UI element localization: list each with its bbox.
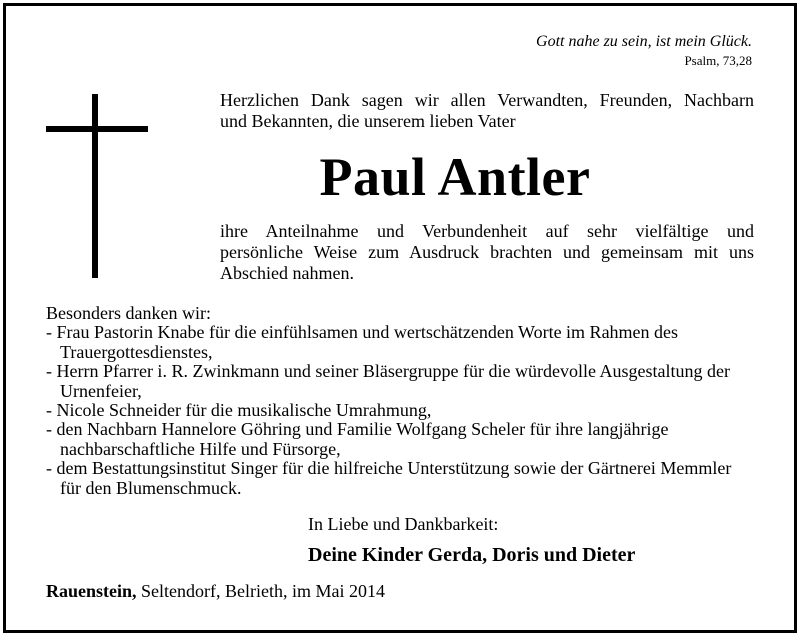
special-thanks-heading: Besonders danken wir: [46, 303, 211, 323]
location-date [46, 581, 385, 602]
list-item: - Herrn Pfarrer i. R. Zwinkmann und seiner Bläsergruppe für die würdevolle Ausgestaltung der Urnenfeier, [46, 361, 730, 401]
bible-quote: Gott nahe zu sein, ist mein Glück. [536, 33, 752, 50]
special-thanks-list [46, 304, 756, 498]
thanks-line-1: ihre Anteilnahme und Verbundenheit auf sehr vielfältige und [220, 221, 754, 241]
list-item: - den Nachbarn Hannelore Göhring und Familie Wolfgang Scheler für ihre langjährige nachbarschaftliche Hilfe und Fürsorge, [46, 419, 669, 459]
intro-line-1: Herzlichen Dank sagen wir allen Verwandten, Freunden, Nachbarn [220, 90, 754, 110]
intro-text [220, 90, 754, 132]
list-item: - Frau Pastorin Knabe für die einfühlsamen und wertschätzenden Worte im Rahmen des Trauergottesdienstes, [46, 322, 679, 362]
cross-horizontal-beam [46, 126, 148, 132]
thanks-line-3: Abschied nahmen. [220, 263, 354, 283]
bible-reference: Psalm, 73,28 [684, 53, 752, 68]
list-item: - Nicole Schneider für die musikalische Umrahmung, [46, 400, 432, 421]
location-rest: Seltendorf, Belrieth, im Mai 2014 [136, 581, 385, 601]
family-signature: Deine Kinder Gerda, Doris und Dieter [308, 544, 636, 566]
list-item: - dem Bestattungsinstitut Singer für die hilfreiche Unterstützung sowie der Gärtnerei Memmler für den Blumenschmuck. [46, 458, 732, 498]
intro-line-2: und Bekannten, die unserem lieben Vater [220, 111, 516, 131]
closing-phrase: In Liebe und Dankbarkeit: [308, 514, 499, 534]
location-place: Rauenstein, [46, 581, 137, 601]
thanks-text [220, 221, 754, 284]
thanks-line-2: persönliche Weise zum Ausdruck brachten und gemeinsam mit uns [220, 242, 754, 262]
deceased-name: Paul Antler [319, 147, 591, 207]
